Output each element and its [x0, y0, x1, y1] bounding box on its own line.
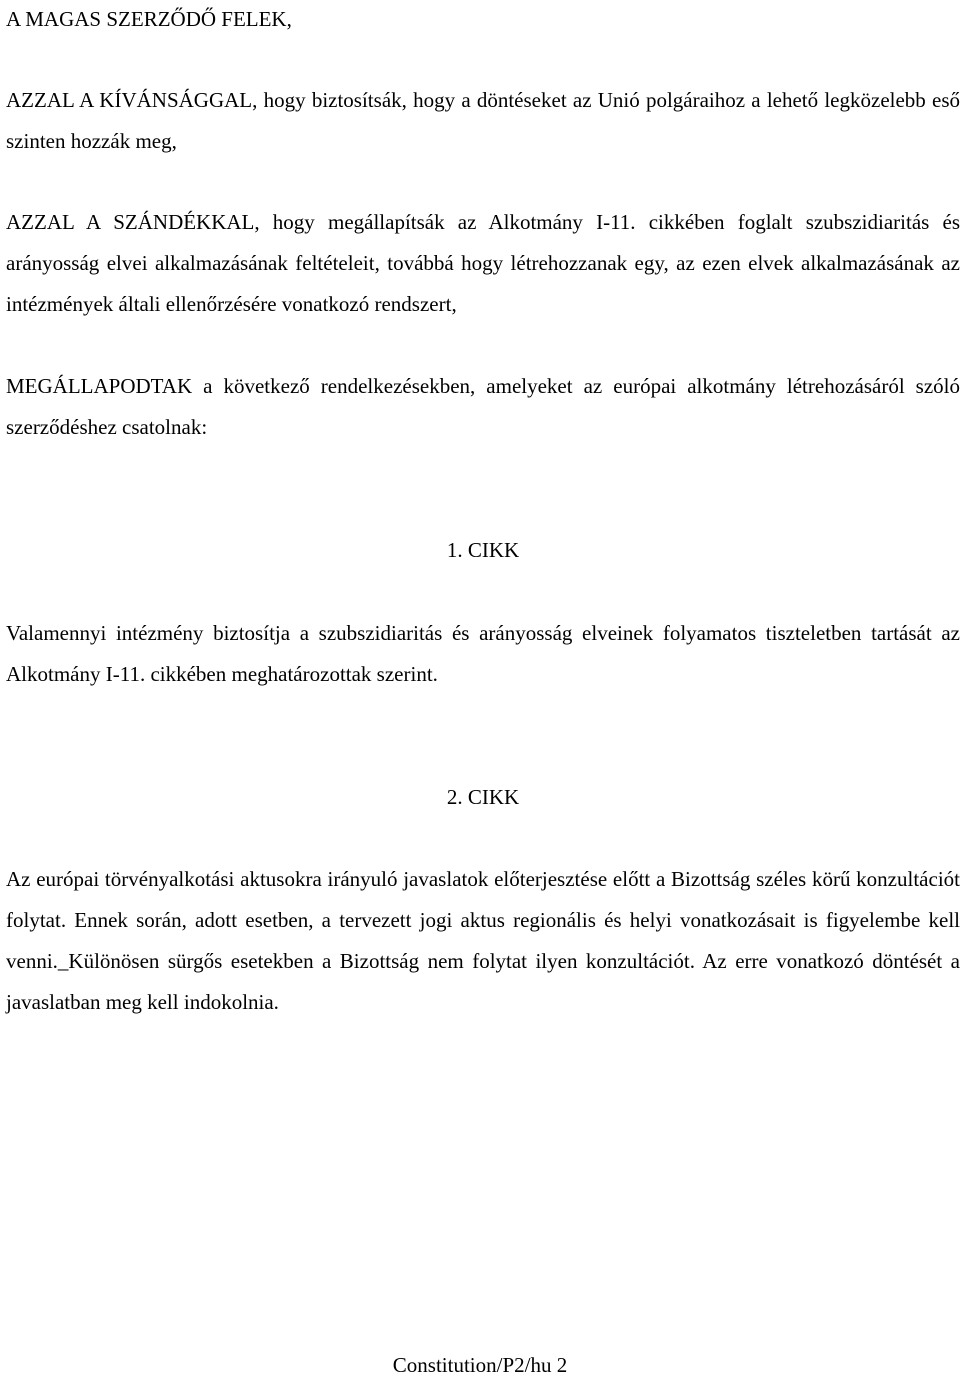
- article-2-text: Az európai törvényalkotási aktusokra irányuló javaslatok előterjesztése előtt a Bizottság széles körű konzultációt folytat. Ennek során, adott esetben, a tervezett jogi aktus regionális és helyi vonatkozásait is figyelembe kell venni._Különösen sürgős esetekben a Bizottság nem folytat ilyen konzultációt. Az erre vonatkozó döntését a javaslatban meg kell indokolnia.: [6, 867, 960, 1014]
- article-1-text: Valamennyi intézmény biztosítja a szubszidiaritás és arányosság elveinek folyamatos tiszteletben tartását az Alkotmány I-11. cikkében meghatározottak szerint.: [6, 621, 960, 686]
- article-2-title: 2. CIKK: [446, 785, 520, 809]
- article-1-title: 1. CIKK: [446, 538, 520, 562]
- agreement-paragraph: MEGÁLLAPODTAK a következő rendelkezésekben, amelyeket az európai alkotmány létrehozásáról szóló szerződéshez csatolnak:: [6, 374, 960, 439]
- parties-heading: A MAGAS SZERZŐDŐ FELEK,: [6, 7, 292, 31]
- preamble-paragraph-2: AZZAL A SZÁNDÉKKAL, hogy megállapítsák az Alkotmány I-11. cikkében foglalt szubszidiaritás és arányosság elvei alkalmazásának feltételeit, továbbá hogy létrehozzanak egy, az ezen elvek alkalmazásának az intézmények általi ellenőrzésére vonatkozó rendszert,: [6, 210, 960, 316]
- preamble-paragraph-1: AZZAL A KÍVÁNSÁGGAL, hogy biztosítsák, hogy a döntéseket az Unió polgáraihoz a lehető legközelebb eső szinten hozzák meg,: [6, 88, 960, 153]
- page-footer: Constitution/P2/hu 2: [392, 1353, 568, 1377]
